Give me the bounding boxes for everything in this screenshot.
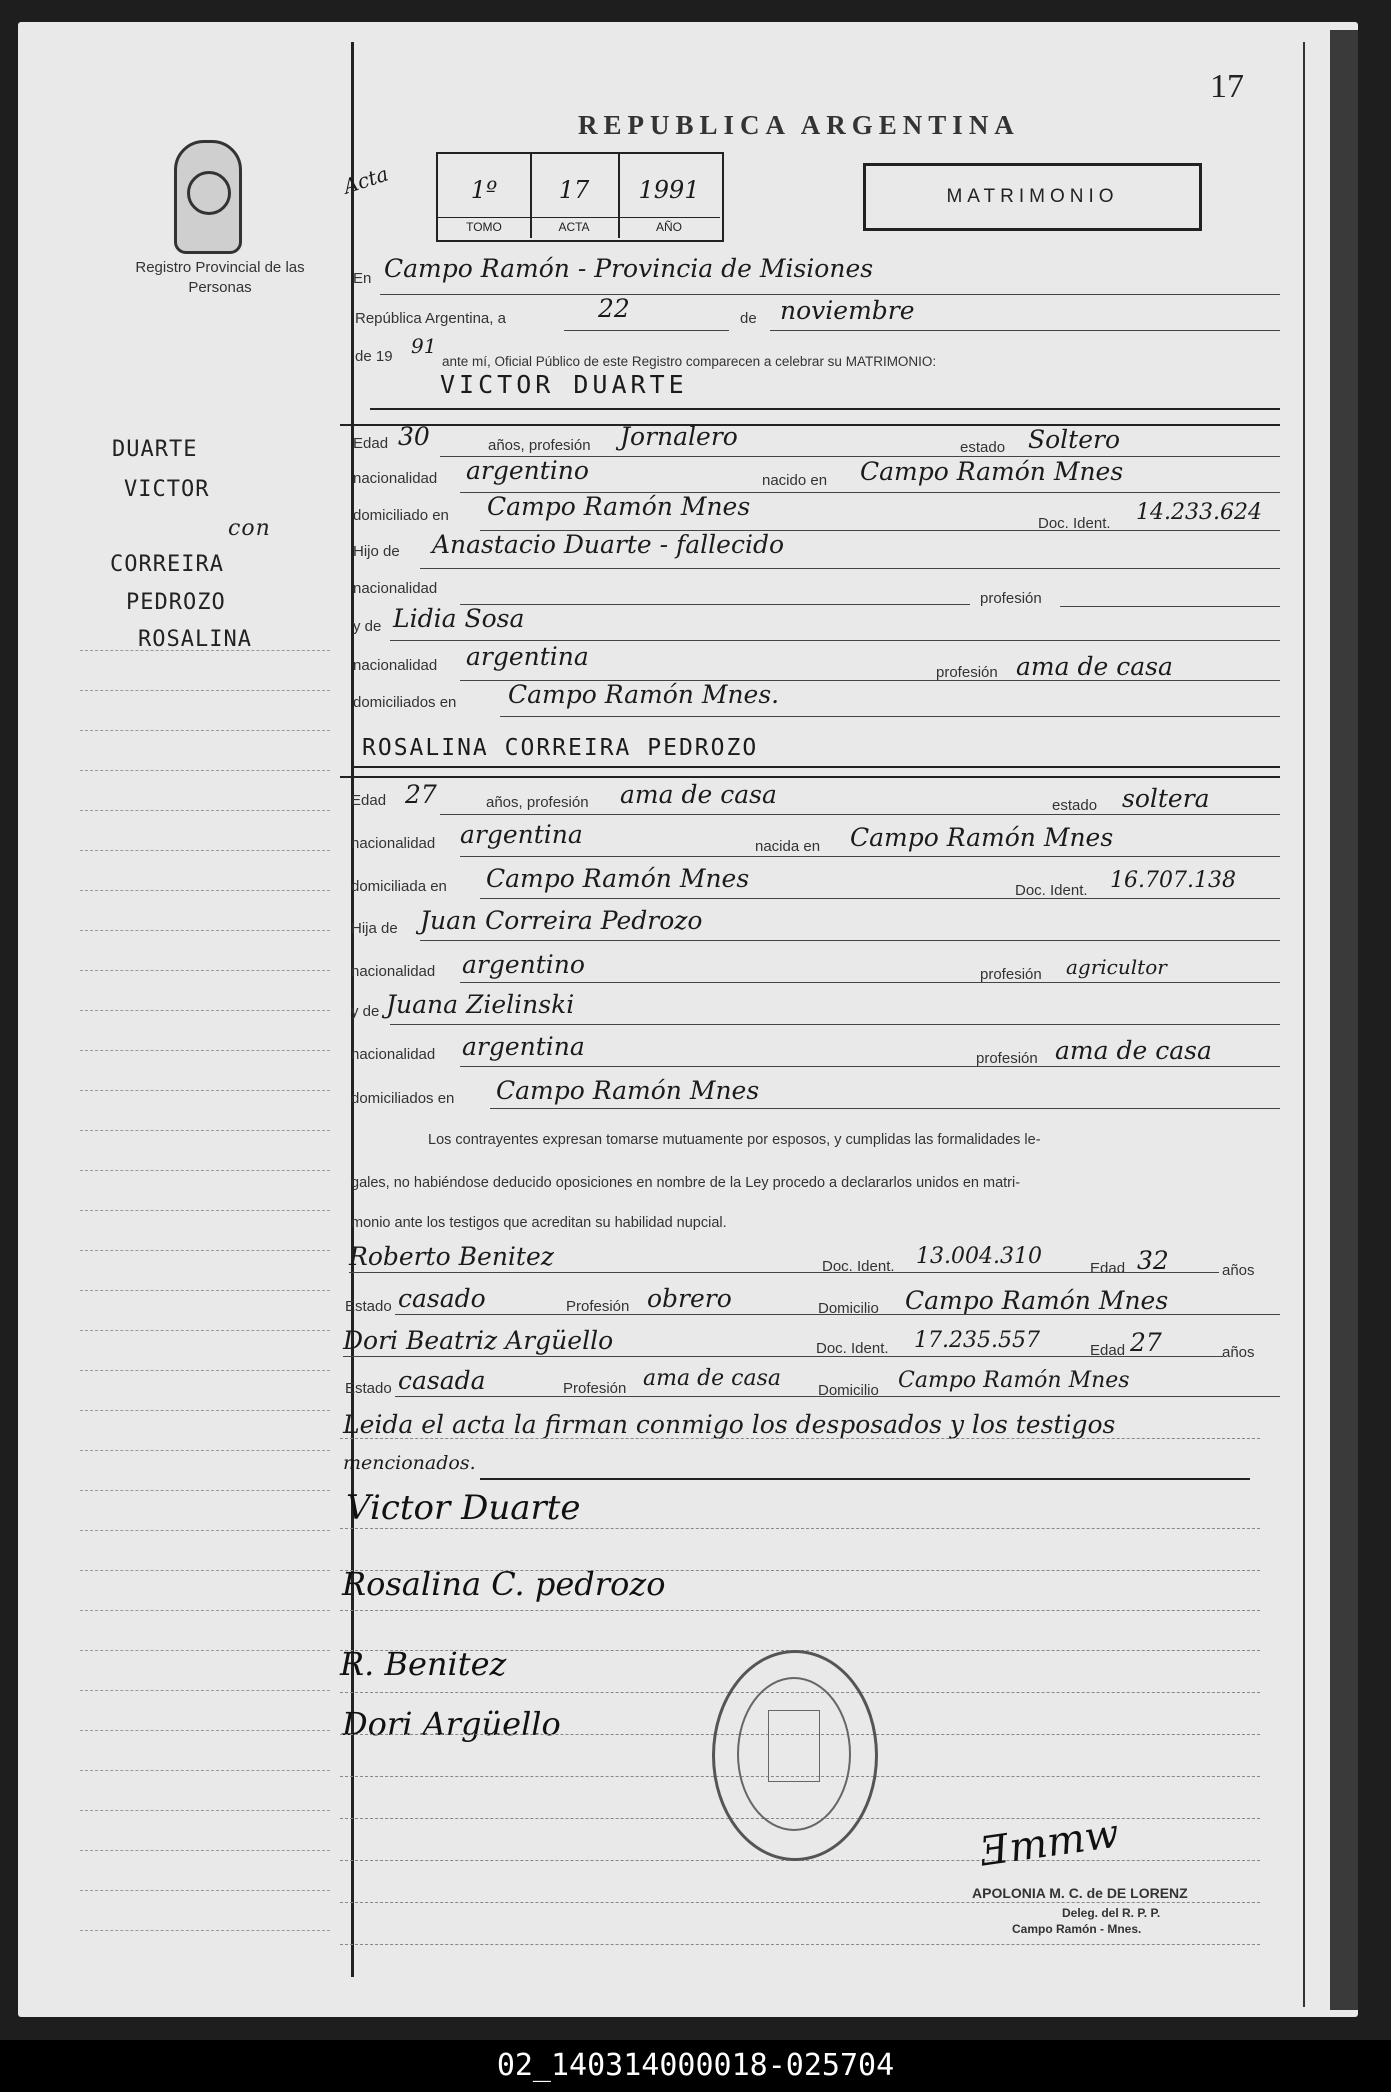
line xyxy=(460,856,1280,857)
estado-label: Estado xyxy=(345,1298,392,1315)
book-spine xyxy=(1330,30,1358,2010)
margin-name: con xyxy=(228,516,271,541)
margin-ruled-line xyxy=(80,850,330,851)
line xyxy=(395,1396,1280,1397)
bride-madre-prof: ama de casa xyxy=(1055,1036,1212,1065)
witness-domicilio: Campo Ramón Mnes xyxy=(905,1286,1169,1315)
margin-ruled-line xyxy=(80,1050,330,1051)
estado-label: estado xyxy=(1052,797,1098,814)
estado-label: Estado xyxy=(345,1380,392,1397)
edad-label: Edad xyxy=(1090,1260,1126,1277)
page-number: 17 xyxy=(1210,68,1244,105)
declaration-line: monio ante los testigos que acreditan su habilidad nupcial. xyxy=(351,1215,727,1231)
margin-name: DUARTE xyxy=(112,437,198,462)
line xyxy=(390,640,1280,641)
hijo-label: Hijo de xyxy=(353,543,400,560)
margin-ruled-line xyxy=(80,1810,330,1811)
bride-name: ROSALINA CORREIRA PEDROZO xyxy=(362,735,759,761)
bride-nacionalidad: argentina xyxy=(460,820,583,849)
margin-ruled-line xyxy=(80,810,330,811)
line xyxy=(564,330,729,331)
page-border xyxy=(1303,42,1305,2007)
domiciliada-label: domiciliada en xyxy=(351,878,447,895)
tomo-label: TOMO xyxy=(438,217,530,234)
acta-label: ACTA xyxy=(530,217,618,234)
witness-doc: 17.235.557 xyxy=(914,1328,1040,1353)
anos-label: años xyxy=(1222,1262,1255,1279)
margin-ruled-line xyxy=(80,1210,330,1211)
acta-box xyxy=(436,152,724,242)
official-title: Deleg. del R. P. P. xyxy=(1062,1906,1161,1920)
margin-ruled-line xyxy=(80,1170,330,1171)
margin-ruled-line xyxy=(80,1610,330,1611)
closing-line: mencionados. xyxy=(343,1452,476,1474)
madre-prof-label: profesión xyxy=(936,664,998,681)
groom-doc: 14.233.624 xyxy=(1136,500,1262,525)
register-page xyxy=(18,22,1358,2017)
official-place: Campo Ramón - Mnes. xyxy=(1012,1922,1142,1936)
margin-ruled-line xyxy=(80,1730,330,1731)
nacido-label: nacido en xyxy=(762,472,828,489)
profesion-label: Profesión xyxy=(566,1298,630,1315)
anos-profesion-label: años, profesión xyxy=(486,794,589,811)
witness-profesion: obrero xyxy=(647,1284,732,1313)
margin-ruled-line xyxy=(80,930,330,931)
ano-label: AÑO xyxy=(618,217,720,234)
line xyxy=(460,982,1280,983)
groom-nacionalidad: argentino xyxy=(466,456,589,485)
matrimonio-box: MATRIMONIO xyxy=(863,163,1202,231)
anos-label: años xyxy=(1222,1344,1255,1361)
line xyxy=(343,1356,1223,1357)
signature-witness-2: Dori Argüello xyxy=(342,1705,561,1743)
witness-doc: 13.004.310 xyxy=(916,1244,1042,1269)
yde-label: y de xyxy=(351,1003,380,1020)
year-prefix: de 19 xyxy=(355,348,393,365)
line xyxy=(340,1610,1260,1611)
margin-ruled-line xyxy=(80,1570,330,1571)
line xyxy=(440,814,1280,815)
declaration-line: gales, no habiéndose deducido oposiciones en nombre de la Ley procedo a declararlos unidos en matri- xyxy=(351,1175,1021,1191)
nacionalidad-label: nacionalidad xyxy=(351,835,436,852)
witness-domicilio: Campo Ramón Mnes xyxy=(898,1368,1130,1393)
official-name: APOLONIA M. C. de DE LORENZ xyxy=(972,1885,1188,1901)
place-value: Campo Ramón - Provincia de Misiones xyxy=(384,254,874,283)
anos-profesion-label: años, profesión xyxy=(488,437,591,454)
margin-ruled-line xyxy=(80,1090,330,1091)
margin-ruled-line xyxy=(80,890,330,891)
bride-nacida: Campo Ramón Mnes xyxy=(850,823,1114,852)
line xyxy=(340,424,1280,426)
ante-text: ante mí, Oficial Público de este Registro comparecen a celebrar su MATRIMONIO: xyxy=(442,354,937,369)
line xyxy=(340,1438,1260,1439)
witness-name: Roberto Benitez xyxy=(349,1242,554,1271)
margin-ruled-line xyxy=(80,1930,330,1931)
groom-profesion: Jornalero xyxy=(620,422,738,451)
domicilio-label: Domicilio xyxy=(818,1300,879,1317)
bride-padre-prof: agricultor xyxy=(1066,955,1167,979)
ano-value: 1991 xyxy=(638,176,700,204)
line xyxy=(352,766,1280,768)
witness-edad: 32 xyxy=(1137,1246,1169,1275)
stamp-emblem-icon xyxy=(768,1710,820,1782)
bride-profesion: ama de casa xyxy=(620,780,777,809)
margin-ruled-line xyxy=(80,970,330,971)
margin-ruled-line xyxy=(80,690,330,691)
signature-groom: Victor Duarte xyxy=(346,1488,581,1528)
groom-madre: Lidia Sosa xyxy=(393,604,525,633)
republica-label: República Argentina, a xyxy=(355,310,506,327)
margin-ruled-line xyxy=(80,1370,330,1371)
line xyxy=(480,1478,1250,1480)
bride-padre: Juan Correira Pedrozo xyxy=(420,906,703,935)
line xyxy=(480,898,1280,899)
tomo-cell xyxy=(438,154,532,238)
groom-madre-nac: argentina xyxy=(466,642,589,671)
domiciliados-label: domiciliados en xyxy=(351,1090,455,1107)
de-label: de xyxy=(740,310,757,327)
line xyxy=(1060,606,1280,607)
line xyxy=(340,1528,1260,1529)
ano-cell xyxy=(618,154,720,238)
doc-label: Doc. Ident. xyxy=(822,1258,895,1275)
closing-line: Leida el acta la firman conmigo los desposados y los testigos xyxy=(343,1410,1116,1439)
domiciliados-label: domiciliados en xyxy=(353,694,457,711)
witness-estado: casada xyxy=(398,1366,486,1395)
groom-madre-prof: ama de casa xyxy=(1016,652,1173,681)
estado-label: estado xyxy=(960,439,1006,456)
line xyxy=(380,294,1280,295)
groom-edad: 30 xyxy=(398,422,430,451)
country-title: REPUBLICA ARGENTINA xyxy=(578,110,1020,140)
line xyxy=(390,1024,1280,1025)
registro-label: Registro Provincial de las Personas xyxy=(135,259,305,296)
edad-label: Edad xyxy=(353,435,389,452)
witness-profesion: ama de casa xyxy=(643,1366,782,1391)
madre-nac-label: nacionalidad xyxy=(351,1046,436,1063)
yde-label: y de xyxy=(353,618,382,635)
line xyxy=(349,1272,1219,1273)
acta-value: 17 xyxy=(558,176,590,204)
padre-nac-label: nacionalidad xyxy=(351,963,436,980)
witness-edad: 27 xyxy=(1130,1328,1162,1357)
edad-label: Edad xyxy=(1090,1342,1126,1359)
official-signature-icon: Ǝmmw xyxy=(977,1810,1122,1876)
margin-ruled-line xyxy=(80,1530,330,1531)
margin-name: ROSALINA xyxy=(138,627,252,652)
nacionalidad-label: nacionalidad xyxy=(353,470,438,487)
bride-madre-nac: argentina xyxy=(462,1032,585,1061)
signature-bride: Rosalina C. pedrozo xyxy=(342,1565,666,1603)
tomo-value: 1º xyxy=(470,176,498,204)
madre-prof-label: profesión xyxy=(976,1050,1038,1067)
padre-prof-label: profesión xyxy=(980,966,1042,983)
doc-label: Doc. Ident. xyxy=(816,1340,889,1357)
bride-doc: 16.707.138 xyxy=(1110,868,1236,893)
line xyxy=(500,716,1280,717)
declaration-line: Los contrayentes expresan tomarse mutuamente por esposos, y cumplidas las formalidades le- xyxy=(428,1132,1041,1148)
line xyxy=(340,776,1280,778)
margin-ruled-line xyxy=(80,1010,330,1011)
madre-nac-label: nacionalidad xyxy=(353,657,438,674)
bride-domicilio: Campo Ramón Mnes xyxy=(486,864,750,893)
groom-nacido: Campo Ramón Mnes xyxy=(860,457,1124,486)
profesion-label: Profesión xyxy=(563,1380,627,1397)
doc-label: Doc. Ident. xyxy=(1015,882,1088,899)
padre-nac-label: nacionalidad xyxy=(353,580,438,597)
margin-ruled-line xyxy=(80,1410,330,1411)
line xyxy=(340,1902,1260,1903)
witness-estado: casado xyxy=(398,1284,486,1313)
margin-ruled-line xyxy=(80,1890,330,1891)
line xyxy=(340,1944,1260,1945)
bride-madre: Juana Zielinski xyxy=(386,990,575,1019)
groom-name: VICTOR DUARTE xyxy=(440,370,688,399)
margin-ruled-line xyxy=(80,1330,330,1331)
year-suffix: 91 xyxy=(411,334,437,358)
en-label: En xyxy=(353,270,372,287)
margin-ruled-line xyxy=(80,1770,330,1771)
margin-ruled-line xyxy=(80,1690,330,1691)
margin-ruled-line xyxy=(80,770,330,771)
scan-id-footer: 02_140314000018-025704 xyxy=(0,2040,1391,2092)
margin-ruled-line xyxy=(80,1130,330,1131)
doc-label: Doc. Ident. xyxy=(1038,515,1111,532)
provincial-seal-icon xyxy=(174,140,242,254)
line xyxy=(395,1314,1280,1315)
line xyxy=(770,330,1280,331)
day-value: 22 xyxy=(598,294,630,323)
bride-padre-nac: argentino xyxy=(462,950,585,979)
domicilio-label: Domicilio xyxy=(818,1382,879,1399)
acta-cell xyxy=(530,154,620,238)
domiciliado-label: domiciliado en xyxy=(353,507,449,524)
margin-name: VICTOR xyxy=(124,477,210,502)
margin-ruled-line xyxy=(80,1490,330,1491)
line xyxy=(420,568,1280,569)
margin-ruled-line xyxy=(80,1650,330,1651)
groom-padres-dom: Campo Ramón Mnes. xyxy=(508,680,780,709)
groom-padre: Anastacio Duarte - fallecido xyxy=(432,530,785,559)
padre-prof-label: profesión xyxy=(980,590,1042,607)
bride-padres-dom: Campo Ramón Mnes xyxy=(496,1076,760,1105)
line xyxy=(420,940,1280,941)
margin-ruled-line xyxy=(80,1450,330,1451)
line xyxy=(460,1066,1280,1067)
line xyxy=(490,1108,1280,1109)
bride-estado: soltera xyxy=(1122,784,1210,813)
margin-ruled-line xyxy=(80,1250,330,1251)
bride-edad: 27 xyxy=(405,780,437,809)
margin-ruled-line xyxy=(80,1290,330,1291)
acta-corner-note: Acta xyxy=(340,161,392,199)
margin-name: PEDROZO xyxy=(126,590,226,615)
edad-label: Edad xyxy=(351,792,387,809)
month-value: noviembre xyxy=(780,296,915,325)
groom-estado: Soltero xyxy=(1028,425,1121,454)
nacida-label: nacida en xyxy=(755,838,821,855)
margin-ruled-line xyxy=(80,1850,330,1851)
witness-name: Dori Beatriz Argüello xyxy=(343,1326,614,1355)
margin-name: CORREIRA xyxy=(110,552,224,577)
signature-witness-1: R. Benitez xyxy=(340,1645,507,1683)
hija-label: Hija de xyxy=(351,920,398,937)
groom-domicilio: Campo Ramón Mnes xyxy=(487,492,751,521)
margin-ruled-line xyxy=(80,730,330,731)
line xyxy=(370,408,1280,410)
line xyxy=(460,604,970,605)
